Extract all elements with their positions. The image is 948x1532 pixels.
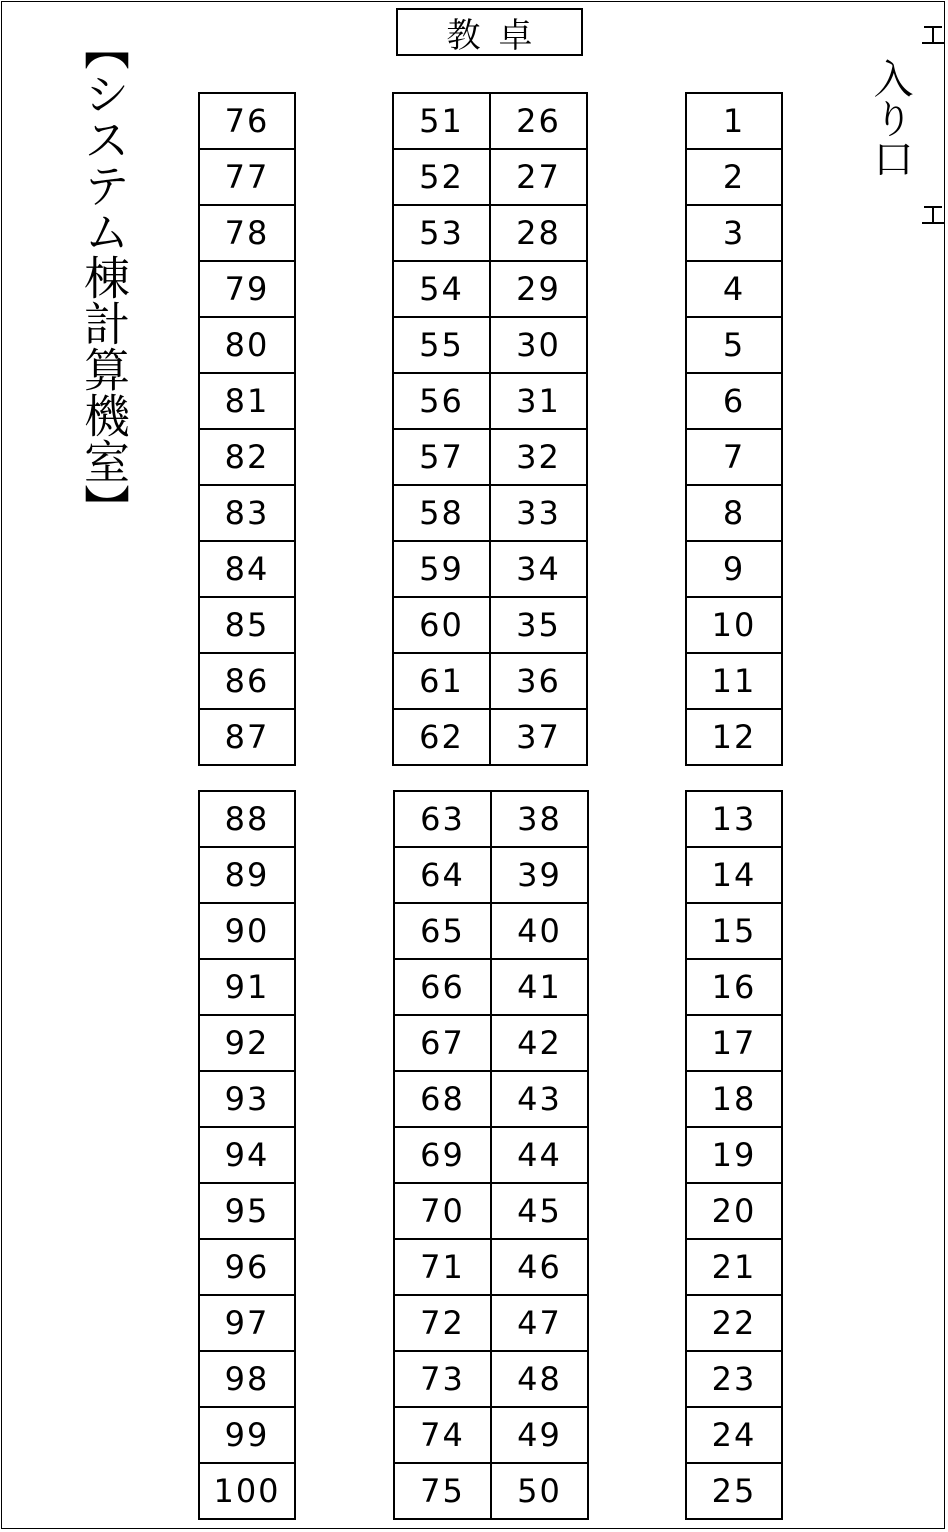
seat-cell: 93 <box>200 1072 296 1128</box>
seat-row <box>687 598 783 654</box>
teacher-desk: 教卓 <box>396 8 583 56</box>
seat-row <box>200 1408 296 1464</box>
seat-cell: 43 <box>492 1072 589 1128</box>
seat-cell: 8 <box>687 486 783 542</box>
seat-cell: 47 <box>492 1296 589 1352</box>
seat-row <box>687 1128 783 1184</box>
seat-cell: 14 <box>687 848 783 904</box>
seat-row <box>200 1352 296 1408</box>
seat-row <box>200 206 296 262</box>
seat-cell: 45 <box>492 1184 589 1240</box>
seat-cell: 79 <box>200 262 296 318</box>
seat-cell: 57 <box>394 430 491 486</box>
seat-cell: 7 <box>687 430 783 486</box>
seat-cell: 25 <box>687 1464 783 1520</box>
seat-cell: 72 <box>395 1296 492 1352</box>
seat-block-right-lower <box>685 790 783 1520</box>
seat-block-left-lower <box>198 790 296 1520</box>
seat-cell: 46 <box>492 1240 589 1296</box>
seat-cell: 89 <box>200 848 296 904</box>
seat-row <box>200 710 296 766</box>
seat-cell: 53 <box>394 206 491 262</box>
seat-row <box>687 792 783 848</box>
seat-row <box>200 94 296 150</box>
seat-cell: 87 <box>200 710 296 766</box>
seat-row <box>200 1240 296 1296</box>
seat-cell: 70 <box>395 1184 492 1240</box>
seat-row <box>395 1296 589 1352</box>
seat-cell: 76 <box>200 94 296 150</box>
seat-cell: 91 <box>200 960 296 1016</box>
seat-block-right-upper <box>685 92 783 766</box>
seat-row <box>200 1072 296 1128</box>
seat-cell: 40 <box>492 904 589 960</box>
seat-row <box>395 1184 589 1240</box>
seat-cell: 31 <box>491 374 588 430</box>
seat-row <box>687 1296 783 1352</box>
seat-cell: 3 <box>687 206 783 262</box>
seat-row <box>687 94 783 150</box>
seat-row <box>687 848 783 904</box>
seat-cell: 58 <box>394 486 491 542</box>
seat-cell: 35 <box>491 598 588 654</box>
seat-cell: 32 <box>491 430 588 486</box>
seat-row <box>395 1464 589 1520</box>
seat-cell: 83 <box>200 486 296 542</box>
entrance-label: 入り口 <box>867 58 913 178</box>
seat-cell: 18 <box>687 1072 783 1128</box>
seat-cell: 73 <box>395 1352 492 1408</box>
seat-row <box>200 848 296 904</box>
seat-row <box>395 1408 589 1464</box>
door-top-icon <box>922 26 944 44</box>
seat-row <box>687 206 783 262</box>
seat-cell: 20 <box>687 1184 783 1240</box>
seat-cell: 75 <box>395 1464 492 1520</box>
seat-row <box>395 1072 589 1128</box>
seat-cell: 23 <box>687 1352 783 1408</box>
seat-cell: 56 <box>394 374 491 430</box>
seat-cell: 2 <box>687 150 783 206</box>
seat-row <box>200 904 296 960</box>
seat-cell: 42 <box>492 1016 589 1072</box>
seat-row <box>687 1016 783 1072</box>
seat-row <box>395 1016 589 1072</box>
seat-cell: 95 <box>200 1184 296 1240</box>
seat-row <box>200 486 296 542</box>
seat-row <box>395 1128 589 1184</box>
seat-row <box>395 960 589 1016</box>
seat-cell: 65 <box>395 904 492 960</box>
seat-cell: 11 <box>687 654 783 710</box>
seat-row <box>687 430 783 486</box>
seat-row <box>394 206 588 262</box>
seat-cell: 67 <box>395 1016 492 1072</box>
seat-row <box>395 792 589 848</box>
seat-block-left-upper <box>198 92 296 766</box>
seat-row <box>200 150 296 206</box>
seat-cell: 90 <box>200 904 296 960</box>
seat-row <box>687 904 783 960</box>
seat-cell: 6 <box>687 374 783 430</box>
seat-cell: 78 <box>200 206 296 262</box>
seat-cell: 24 <box>687 1408 783 1464</box>
seat-cell: 12 <box>687 710 783 766</box>
seat-row <box>200 318 296 374</box>
seat-row <box>200 430 296 486</box>
seat-row <box>395 1240 589 1296</box>
seat-cell: 30 <box>491 318 588 374</box>
seat-cell: 97 <box>200 1296 296 1352</box>
seat-cell: 16 <box>687 960 783 1016</box>
seat-cell: 44 <box>492 1128 589 1184</box>
seat-row <box>394 542 588 598</box>
seat-row <box>687 1464 783 1520</box>
seat-cell: 61 <box>394 654 491 710</box>
seat-cell: 98 <box>200 1352 296 1408</box>
seat-cell: 60 <box>394 598 491 654</box>
seat-cell: 81 <box>200 374 296 430</box>
seat-row <box>687 318 783 374</box>
seat-row <box>200 1464 296 1520</box>
seat-cell: 38 <box>492 792 589 848</box>
seat-row <box>687 654 783 710</box>
seat-cell: 66 <box>395 960 492 1016</box>
seat-cell: 63 <box>395 792 492 848</box>
seat-cell: 27 <box>491 150 588 206</box>
seat-row <box>687 710 783 766</box>
seat-cell: 37 <box>491 710 588 766</box>
seat-row <box>687 542 783 598</box>
seat-cell: 69 <box>395 1128 492 1184</box>
seat-cell: 100 <box>200 1464 296 1520</box>
seat-cell: 68 <box>395 1072 492 1128</box>
seat-row <box>687 960 783 1016</box>
seat-cell: 10 <box>687 598 783 654</box>
seat-row <box>200 1184 296 1240</box>
seat-cell: 22 <box>687 1296 783 1352</box>
seat-row <box>200 654 296 710</box>
seat-cell: 54 <box>394 262 491 318</box>
seat-row <box>394 150 588 206</box>
seat-cell: 41 <box>492 960 589 1016</box>
seat-cell: 5 <box>687 318 783 374</box>
seat-row <box>687 150 783 206</box>
seat-cell: 82 <box>200 430 296 486</box>
seat-row <box>394 374 588 430</box>
seat-cell: 21 <box>687 1240 783 1296</box>
seat-cell: 88 <box>200 792 296 848</box>
seat-row <box>687 374 783 430</box>
room-title: 【システム棟計算機室】 <box>77 24 131 530</box>
seat-cell: 62 <box>394 710 491 766</box>
seat-cell: 84 <box>200 542 296 598</box>
seat-block-center-upper <box>392 92 588 766</box>
seat-cell: 92 <box>200 1016 296 1072</box>
seat-row <box>200 374 296 430</box>
seat-cell: 36 <box>491 654 588 710</box>
seat-cell: 39 <box>492 848 589 904</box>
seat-row <box>200 960 296 1016</box>
seat-row <box>687 486 783 542</box>
seat-cell: 85 <box>200 598 296 654</box>
seat-row <box>200 598 296 654</box>
seat-row <box>687 1352 783 1408</box>
seat-cell: 77 <box>200 150 296 206</box>
seat-row <box>395 848 589 904</box>
seat-row <box>394 430 588 486</box>
seat-row <box>200 1128 296 1184</box>
seat-cell: 86 <box>200 654 296 710</box>
seat-cell: 55 <box>394 318 491 374</box>
seat-cell: 34 <box>491 542 588 598</box>
seat-row <box>687 1184 783 1240</box>
seat-cell: 29 <box>491 262 588 318</box>
seat-cell: 96 <box>200 1240 296 1296</box>
seat-row <box>200 1016 296 1072</box>
seat-row <box>200 542 296 598</box>
seat-cell: 26 <box>491 94 588 150</box>
seat-cell: 17 <box>687 1016 783 1072</box>
seat-row <box>200 1296 296 1352</box>
seat-cell: 52 <box>394 150 491 206</box>
seat-cell: 71 <box>395 1240 492 1296</box>
seat-row <box>394 710 588 766</box>
seat-row <box>687 262 783 318</box>
seat-row <box>395 1352 589 1408</box>
seat-cell: 13 <box>687 792 783 848</box>
seat-cell: 51 <box>394 94 491 150</box>
seat-row <box>394 318 588 374</box>
seat-cell: 94 <box>200 1128 296 1184</box>
seat-row <box>394 654 588 710</box>
seat-row <box>394 598 588 654</box>
seat-cell: 15 <box>687 904 783 960</box>
seat-cell: 59 <box>394 542 491 598</box>
seat-row <box>394 262 588 318</box>
door-bottom-icon <box>922 206 944 224</box>
seat-row <box>394 486 588 542</box>
seat-cell: 33 <box>491 486 588 542</box>
seat-row <box>687 1072 783 1128</box>
seat-row <box>200 262 296 318</box>
seat-cell: 48 <box>492 1352 589 1408</box>
seat-cell: 4 <box>687 262 783 318</box>
seat-cell: 50 <box>492 1464 589 1520</box>
seat-cell: 49 <box>492 1408 589 1464</box>
seat-cell: 28 <box>491 206 588 262</box>
seat-cell: 9 <box>687 542 783 598</box>
seat-cell: 74 <box>395 1408 492 1464</box>
seat-cell: 19 <box>687 1128 783 1184</box>
seat-block-center-lower <box>393 790 589 1520</box>
seat-row <box>394 94 588 150</box>
seat-row <box>687 1408 783 1464</box>
seat-row <box>687 1240 783 1296</box>
seat-cell: 99 <box>200 1408 296 1464</box>
seat-row <box>395 904 589 960</box>
seat-cell: 1 <box>687 94 783 150</box>
seat-cell: 80 <box>200 318 296 374</box>
seat-row <box>200 792 296 848</box>
seat-cell: 64 <box>395 848 492 904</box>
